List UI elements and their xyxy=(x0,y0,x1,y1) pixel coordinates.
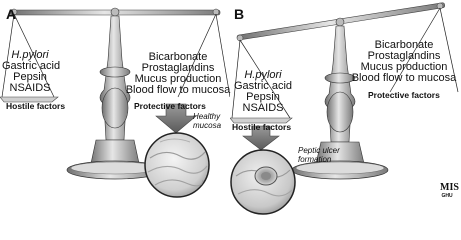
protective-factor: Bicarbonate xyxy=(148,51,208,63)
protective-factor: Mucus production xyxy=(360,61,448,73)
hostile-factor: Gastric acid xyxy=(2,60,61,72)
hostile-factor: H.pylori xyxy=(11,49,49,61)
hostile-factor: H.pylori xyxy=(244,69,282,81)
panel-b xyxy=(230,0,460,216)
beam-pivot xyxy=(111,8,119,16)
panel-b-protective-caption: Protective factors xyxy=(368,90,440,100)
healthy-mucosa-image xyxy=(145,133,209,197)
hostile-factor: Pepsin xyxy=(246,91,280,103)
panel-a-protective-factors xyxy=(124,52,232,96)
panel-a-letter: A xyxy=(6,6,17,22)
protective-factor: Prostaglandins xyxy=(367,50,441,62)
panel-a xyxy=(0,0,230,216)
panel-b-protective-factors xyxy=(350,40,458,84)
protective-factor: Bicarbonate xyxy=(374,39,434,51)
beam-pivot xyxy=(336,18,344,26)
logo-mark: MIS xyxy=(440,182,459,193)
protective-factor: Blood flow to mucosa xyxy=(125,84,231,96)
protective-factor: Mucus production xyxy=(134,73,222,85)
panel-b-letter: B xyxy=(234,6,245,22)
publisher-logo xyxy=(440,182,459,213)
hostile-factor: NSAIDS xyxy=(242,102,284,114)
panel-b-result-note: Peptic ulcer formation xyxy=(298,146,340,164)
pillar-knob xyxy=(327,92,353,132)
panel-b-hostile-caption: Hostile factors xyxy=(232,122,292,132)
hostile-factor: Gastric acid xyxy=(233,80,293,92)
hostile-factor: Pepsin xyxy=(13,71,47,83)
panel-b-hostile-factors xyxy=(232,70,294,114)
hostile-factor: NSAIDS xyxy=(9,82,51,94)
logo-caption: GHU xyxy=(441,193,453,199)
panel-a-result-note: Healthy mucosa xyxy=(193,112,222,130)
protective-factor: Prostaglandins xyxy=(141,62,215,74)
protective-factor: Blood flow to mucosa xyxy=(351,72,457,84)
panel-a-hostile-caption: Hostile factors xyxy=(6,101,66,111)
panel-a-hostile-factors xyxy=(2,49,61,94)
panel-a-protective-caption: Protective factors xyxy=(134,101,206,111)
